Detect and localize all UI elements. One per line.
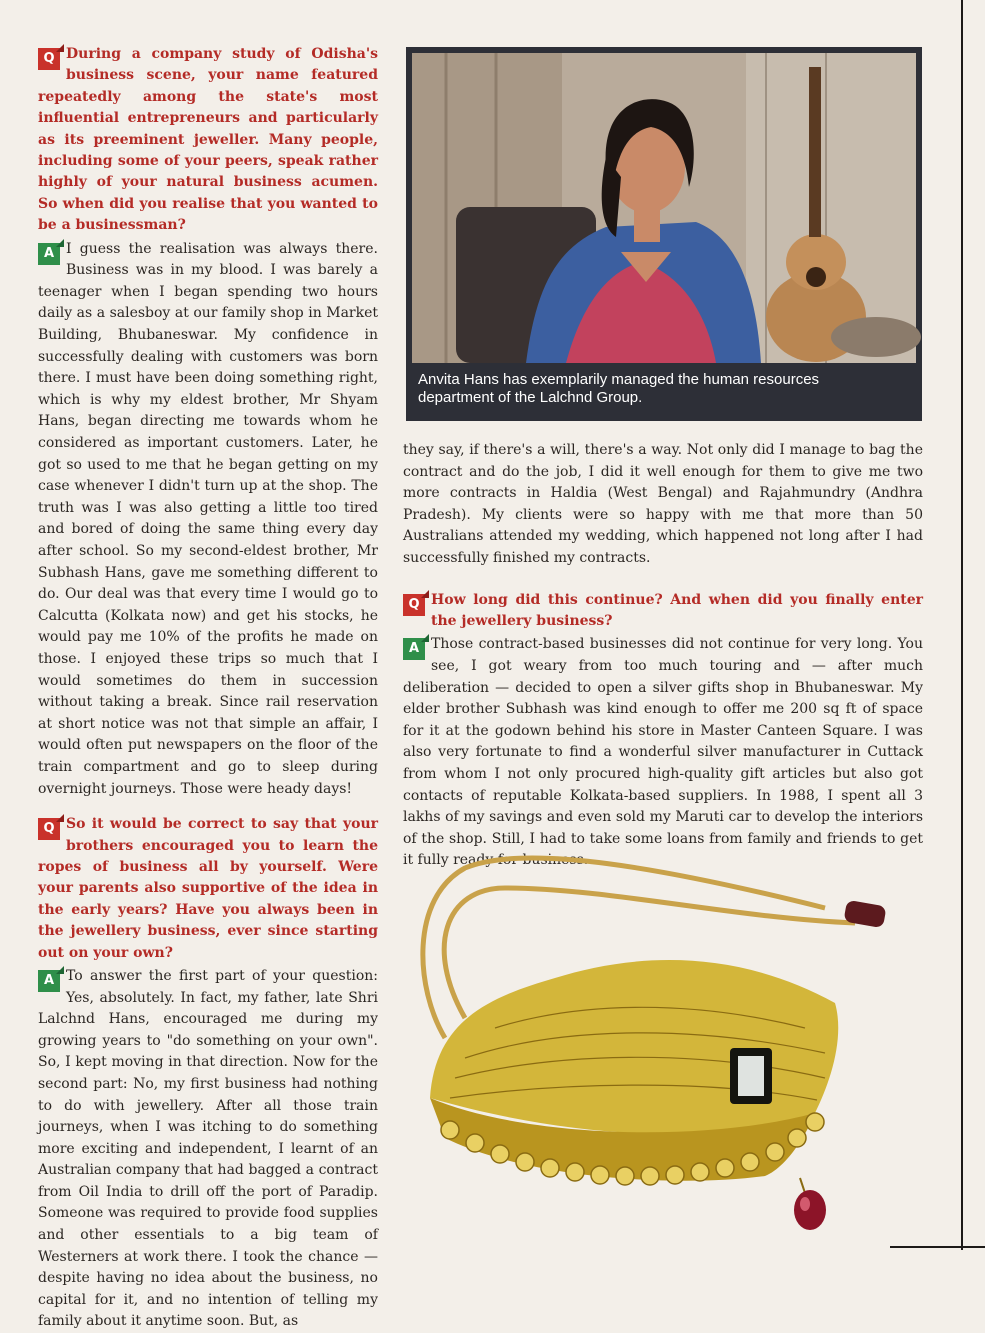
left-column — [38, 44, 378, 1333]
photo-caption: Anvita Hans has exemplarily managed the human resources department of the Lalchnd Group. — [418, 371, 820, 406]
question-2-text: So it would be correct to say that your brothers encouraged you to learn the ropes of business all by yourself. Were your parents also supportive of the idea in the early years? Have you always been in the jewellery business, ever since starting out on your own? — [38, 816, 378, 961]
question-badge-icon: Q — [403, 594, 425, 616]
answer-badge-icon: A — [38, 243, 60, 265]
answer-2-continued: they say, if there's a will, there's a way. Not only did I manage to bag the contract and do the job, I did it well enough for them to give me two more contracts in Haldia (West Bengal) and Rajahmundry (Andhra Pradesh). My clients were so happy with me that more than 50 Australians attended my wedding, which happened not long after I had successfully finished my contracts. — [403, 442, 923, 566]
question-badge-icon: Q — [38, 48, 60, 70]
answer-3-text: Those contract-based businesses did not continue for very long. You see, I got weary from too much touring and — after much deliberation — decided to open a silver gifts shop in Bhubaneswar. My elder brother Subhash was kind enough to offer me 200 sq ft of space for it at the godown behind his store in Master Canteen Square. I was also very fortunate to find a wonderful silver manufacturer in Cuttack from whom I not only procured high-quality gift articles but also got contacts of reputable Kolkata-based suppliers. In 1988, I spent all 3 lakhs of my savings and even sold my Maruti car to develop the interiors of the shop. Still, I had to take some loans from family and friends to get it fully ready for business. — [403, 636, 923, 869]
answer-1-text: I guess the realisation was always there. Business was in my blood. I was barely a teenager when I began spending two hours daily as a salesboy at our family shop in Market Building, Bhubaneswar. My confidence in successfully dealing with customers was born there. I must have been doing something right, which is why my eldest brother, Mr Shyam Hans, began directing me towards whom he considered as important customers. Later, he got so used to me that he began getting on my case whenever I didn't turn up at the shop. The truth was I was also getting a little too tired and bored of doing the same thing every day after school. So my second-eldest brother, Mr Subhash Hans, gave me something different to do. Our deal was that every time I would go to Calcutta (Kolkata now) and get his stocks, he would pay me 10% of the profits he made on those. I enjoyed these trips so much that I would sometimes do them in succession without taking a break. Since rail reservation at short notice was not that simple an affair, I would often put newspapers on the floor of the train compartment and go to sleep during overnight journeys. Those were heady days! — [38, 240, 378, 797]
portrait-illustration — [406, 47, 922, 421]
answer-2 — [38, 966, 378, 1333]
answer-badge-icon: A — [403, 638, 425, 660]
question-1 — [38, 44, 378, 237]
portrait-photo — [406, 47, 922, 421]
question-1-text: During a company study of Odisha's business scene, your name featured repeatedly among the state's most influential entrepreneurs and particularly as its preeminent jeweller. Many people, including some of your peers, speak rather highly of your natural business acumen. So when did you realise that you wanted to be a businessman? — [38, 46, 378, 234]
question-badge-icon: Q — [38, 818, 60, 840]
question-3 — [403, 590, 923, 633]
answer-3 — [403, 634, 923, 872]
page-edge — [961, 0, 963, 1250]
right-column — [403, 438, 923, 872]
answer-1 — [38, 239, 378, 800]
answer-2-text: To answer the first part of your question: Yes, absolutely. In fact, my father, late Shri Lalchnd Hans, encouraged me during my growing years to "do something on your own". So, I kept moving in that direction. Now for the second part: No, my first business had nothing to do with jewellery. After all those train journeys, when I was itching to do something more exciting and independent, I learnt of an Australian company that had bagged a contract from Oil India to drill off the port of Paradip. Someone was required to provide food supplies and other essentials to a big team of Westerners at work there. I took the chance — despite having no idea about the business, no capital for it, and no intention of telling my family about it anytime soon. But, as — [38, 967, 378, 1330]
gold-necklace-illustration — [405, 838, 923, 1238]
necklace-photo — [405, 838, 923, 1238]
page-bottom-rule — [890, 1246, 985, 1248]
answer-badge-icon: A — [38, 970, 60, 992]
question-2 — [38, 814, 378, 964]
question-3-text: How long did this continue? And when did you finally enter the jewellery business? — [431, 591, 923, 629]
